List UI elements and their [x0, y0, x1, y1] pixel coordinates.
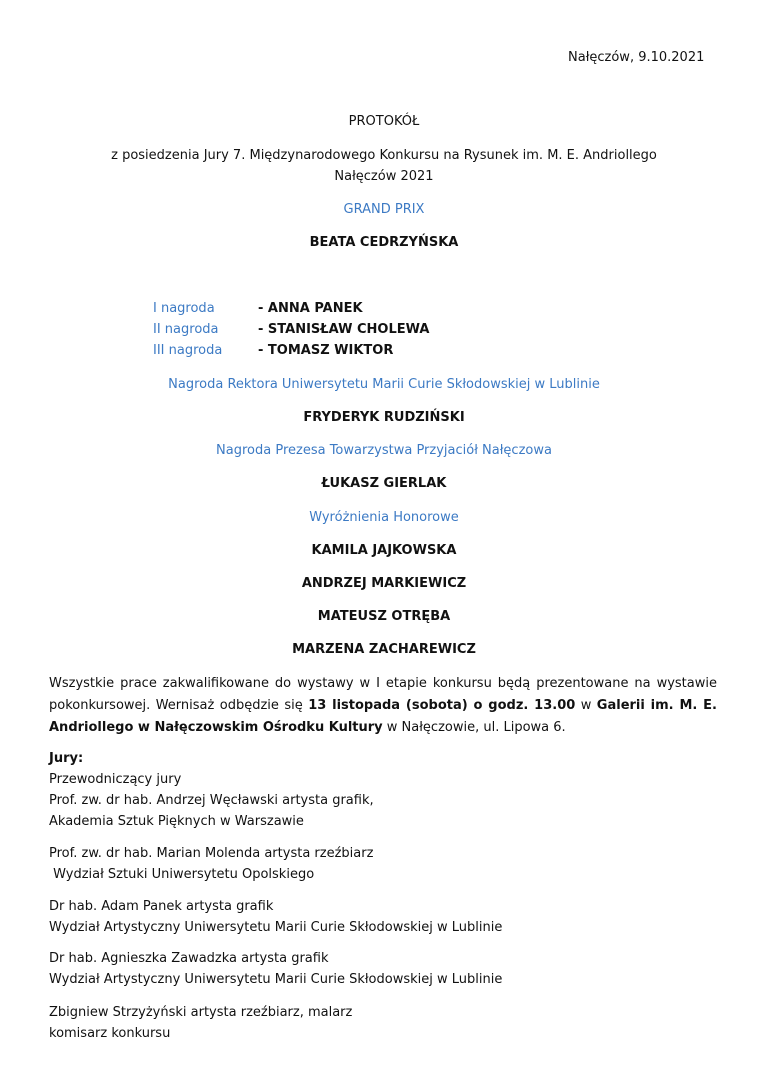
announcement-text-1: Wszystkie prace zakwalifikowane do wystawy w I etapie konkursu będą prezentowane na wystawie pokonkursowej. Wernisaż odbędzie się: [49, 676, 717, 713]
grand-prix-winner: BEATA CEDRZYŃSKA: [309, 235, 459, 250]
society-prize-label: Nagroda Prezesa Towarzystwa Przyjaciół Nałęczowa: [216, 443, 552, 458]
prize-winner-2: - STANISŁAW CHOLEWA: [258, 322, 430, 337]
honorable-winner-4: MARZENA ZACHAREWICZ: [292, 642, 476, 657]
jury-member-3-line-2: Wydział Artystyczny Uniwersytetu Marii Curie Skłodowskiej w Lublinie: [49, 920, 503, 935]
document-subtitle-year: Nałęczów 2021: [334, 169, 434, 184]
jury-member-4-line-1: Dr hab. Agnieszka Zawadzka artysta grafik: [49, 951, 329, 966]
jury-member-2-line-2: Wydział Sztuki Uniwersytetu Opolskiego: [49, 867, 315, 882]
announcement-text-2: w: [575, 698, 597, 713]
opening-date: 13 listopada (sobota) o godz. 13.00: [308, 698, 576, 713]
jury-member-1-line-1: Przewodniczący jury: [49, 772, 182, 787]
honorable-label: Wyróżnienia Honorowe: [309, 510, 459, 525]
jury-member-4-line-2: Wydział Artystyczny Uniwersytetu Marii Curie Skłodowskiej w Lublinie: [49, 972, 503, 987]
document-subtitle: z posiedzenia Jury 7. Międzynarodowego Konkursu na Rysunek im. M. E. Andriollego: [111, 148, 657, 163]
grand-prix-label: GRAND PRIX: [343, 202, 425, 217]
honorable-winner-1: KAMILA JAJKOWSKA: [311, 543, 457, 558]
jury-member-5-line-2: komisarz konkursu: [49, 1026, 171, 1041]
jury-member-2-line-1: Prof. zw. dr hab. Marian Molenda artysta rzeźbiarz: [49, 846, 374, 861]
document-title: PROTOKÓŁ: [348, 114, 420, 129]
honorable-winner-2: ANDRZEJ MARKIEWICZ: [301, 576, 467, 591]
announcement-text-3: w Nałęczowie, ul. Lipowa 6.: [382, 720, 566, 735]
announcement-paragraph: [49, 673, 717, 739]
prize-label-1: I nagroda: [153, 301, 215, 316]
jury-member-1-line-2: Prof. zw. dr hab. Andrzej Węcławski artysta grafik,: [49, 793, 374, 808]
society-prize-winner: ŁUKASZ GIERLAK: [321, 476, 447, 491]
prize-winner-3: - TOMASZ WIKTOR: [258, 343, 394, 358]
jury-heading: Jury:: [49, 751, 84, 766]
rector-prize-label: Nagroda Rektora Uniwersytetu Marii Curie Skłodowskiej w Lublinie: [168, 377, 600, 392]
prize-label-3: III nagroda: [153, 343, 223, 358]
prize-winner-1: - ANNA PANEK: [258, 301, 363, 316]
prize-label-2: II nagroda: [153, 322, 219, 337]
jury-member-3-line-1: Dr hab. Adam Panek artysta grafik: [49, 899, 274, 914]
jury-member-1-line-3: Akademia Sztuk Pięknych w Warszawie: [49, 814, 304, 829]
honorable-winner-3: MATEUSZ OTRĘBA: [317, 609, 451, 624]
jury-member-5-line-1: Zbigniew Strzyżyński artysta rzeźbiarz, malarz: [49, 1005, 353, 1020]
exhibition-venue: Galerii im. M. E. Andriollego w Nałęczowskim Ośrodku Kultury: [49, 698, 717, 735]
rector-prize-winner: FRYDERYK RUDZIŃSKI: [303, 410, 465, 425]
document-date: Nałęczów, 9.10.2021: [568, 50, 705, 65]
